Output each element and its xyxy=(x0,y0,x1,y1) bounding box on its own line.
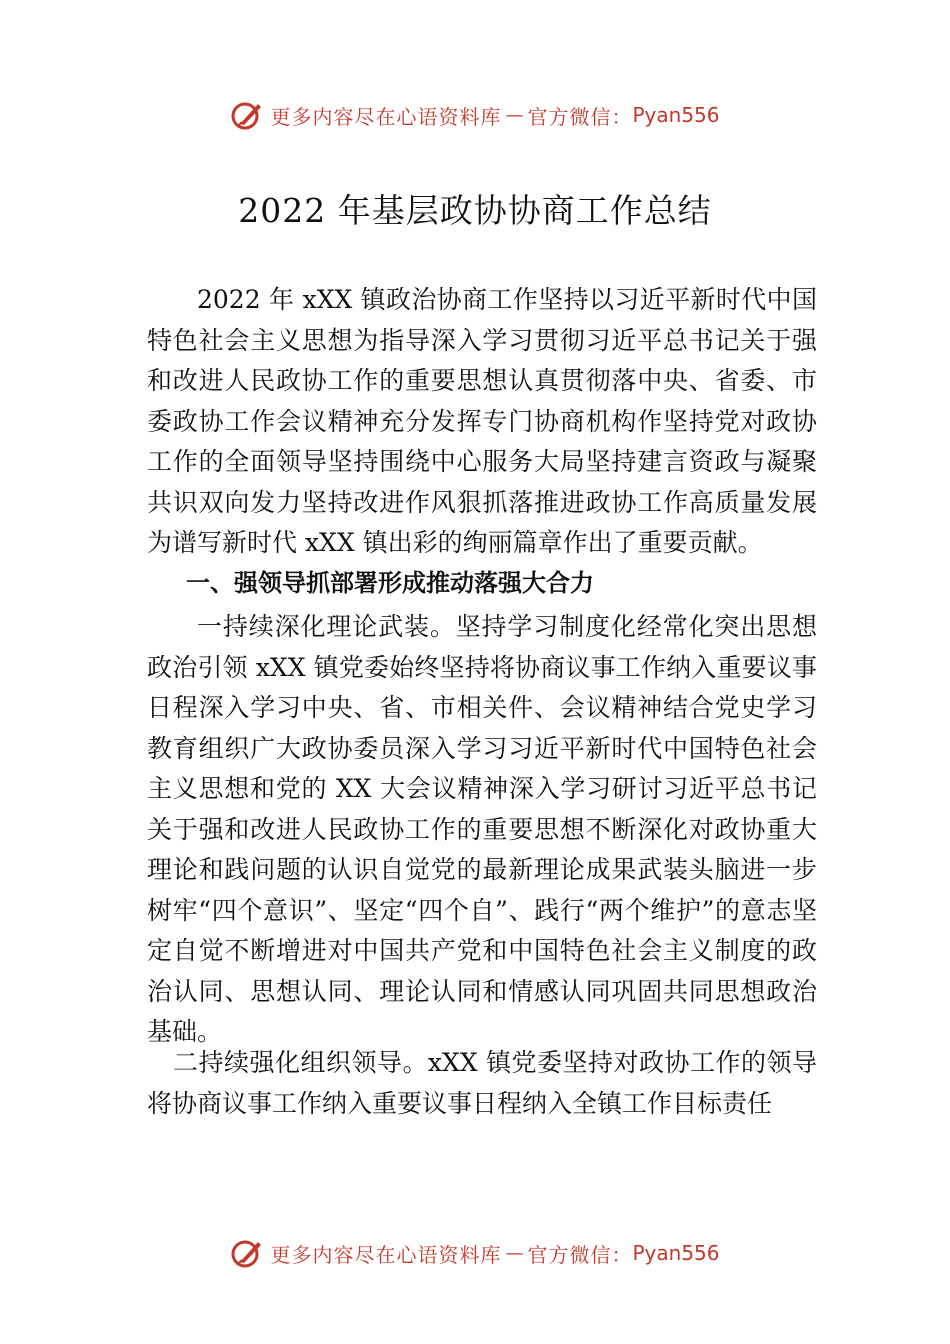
section-heading-1: 一、强领导抓部署形成推动落强大合力 xyxy=(186,569,594,597)
paragraph-leadership: 二持续强化组织领导。xXX 镇党委坚持对政协工作的领导 将协商议事工作纳入重要议事日程纳入全镇工作目标责任 xyxy=(147,1048,817,1118)
quill-logo-icon xyxy=(230,98,264,132)
banner-wechat-id: Pyan556 xyxy=(632,103,720,127)
banner-text: 更多内容尽在心语资料库 xyxy=(270,104,502,129)
banner-text: 更多内容尽在心语资料库 xyxy=(270,1242,502,1267)
banner-separator: — xyxy=(505,104,524,126)
banner-wechat-id: Pyan556 xyxy=(632,1241,720,1265)
paragraph-intro: 2022 年 xXX 镇政治协商工作坚持以习近平新时代中国特色社会主义思想为指导深入学习贯彻习近平总书记关于强和改进人民政协工作的重要思想认真贯彻落中央、省委、市委政协工作会议精神充分发挥专门协商机构作坚持党对政协工作的全面领导坚持围绕中心服务大局坚持建言资政与凝聚共识双向发力坚持改进作风狠抓落推进政协工作高质量发展为谱写新时代 xXX 镇出彩的绚丽篇章作出了重要贡献。 xyxy=(147,285,817,557)
header-banner xyxy=(0,95,950,135)
banner-label: 官方微信： xyxy=(527,1242,633,1267)
footer-banner xyxy=(0,1233,950,1273)
quill-logo-icon xyxy=(230,1236,264,1270)
banner-label: 官方微信： xyxy=(527,104,633,129)
paragraph-theory: 一持续深化理论武装。坚持学习制度化经常化突出思想政治引领 xXX 镇党委始终坚持将协商议事工作纳入重要议事日程深入学习中央、省、市相关件、会议精神结合党史学习教育组织广大政协委员深入学习习近平新时代中国特色社会主义思想和党的 XX 大会议精神深入学习研讨习近平总书记关于强和改进人民政协工作的重要思想不断深化对政协重大理论和践问题的认识自觉党的最新理论成果武装头脑进一步树牢“四个意识”、坚定“四个自”、践行“两个维护”的意志坚定自觉不断增进对中国共产党和中国特色社会主义制度的政治认同、思想认同、理论认同和情感认同巩固共同思想政治基础。 xyxy=(147,612,817,1046)
banner-separator: — xyxy=(505,1242,524,1264)
document-title: 2022 年基层政协协商工作总结 xyxy=(238,191,712,230)
